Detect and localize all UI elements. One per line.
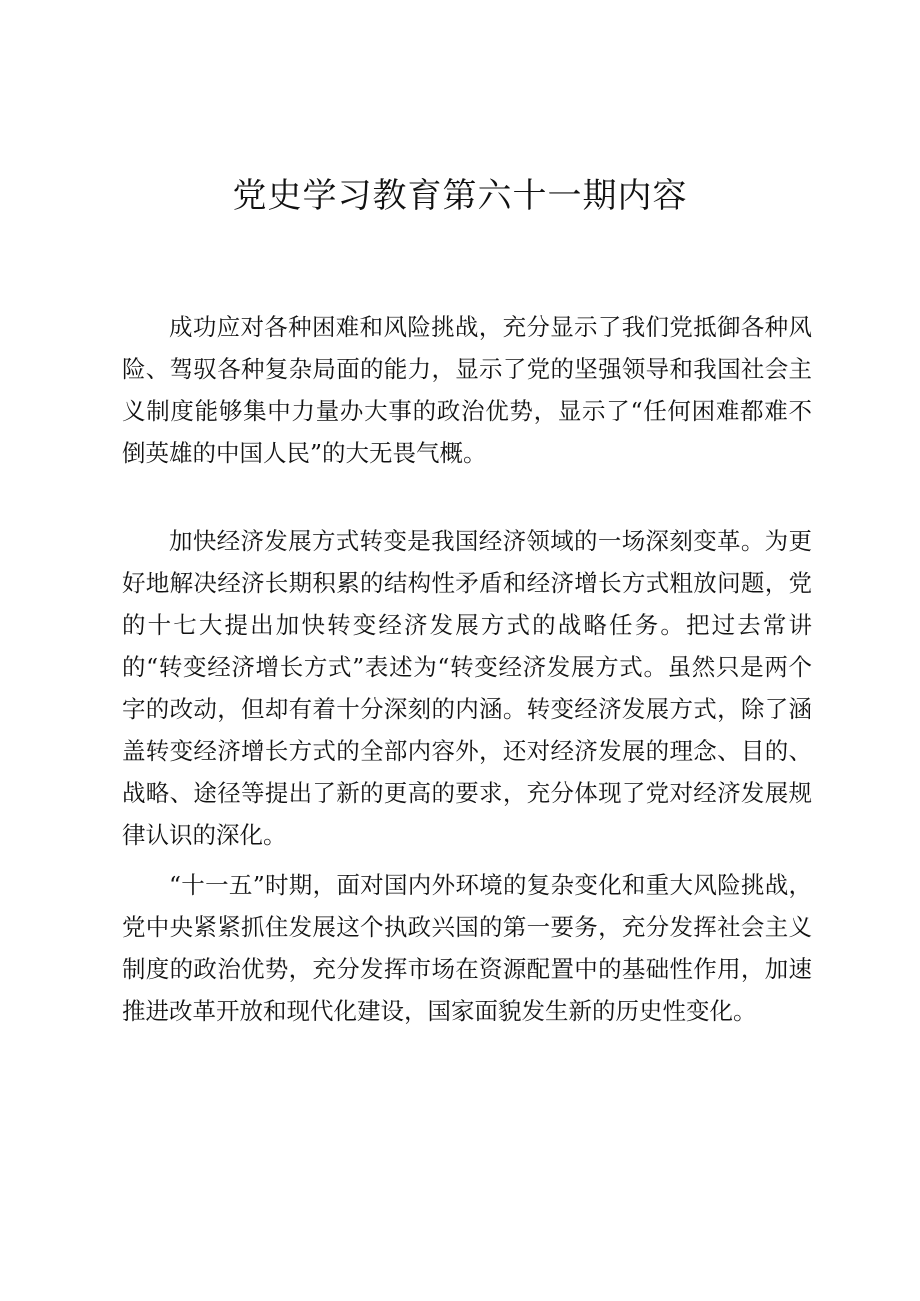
paragraph-2: 加快经济发展方式转变是我国经济领域的一场深刻变革。为更好地解决经济长期积累的结构性矛盾和经济增长方式粗放问题，党的十七大提出加快转变经济发展方式的战略任务。把过去常讲的“转变经济增长方式”表述为“转变经济发展方式。虽然只是两个字的改动，但却有着十分深刻的内涵。转变经济发展方式，除了涵盖转变经济增长方式的全部内容外，还对经济发展的理念、目的、战略、途径等提出了新的更高的要求，充分体现了党对经济发展规律认识的深化。 (122, 527, 812, 849)
paragraph-3: “十一五”时期，面对国内外环境的复杂变化和重大风险挑战，党中央紧紧抓住发展这个执政兴国的第一要务，充分发挥社会主义制度的政治优势，充分发挥市场在资源配置中的基础性作用，加速推进改革开放和现代化建设，国家面貌发生新的历史性变化。 (122, 871, 812, 1025)
paragraph-1: 成功应对各种困难和风险挑战，充分显示了我们党抵御各种风险、驾驭各种复杂局面的能力，显示了党的坚强领导和我国社会主义制度能够集中力量办大事的政治优势，显示了“任何困难都难不倒英雄的中国人民”的大无畏气概。 (122, 313, 812, 467)
document-title: 党史学习教育第六十一期内容 (232, 176, 688, 216)
